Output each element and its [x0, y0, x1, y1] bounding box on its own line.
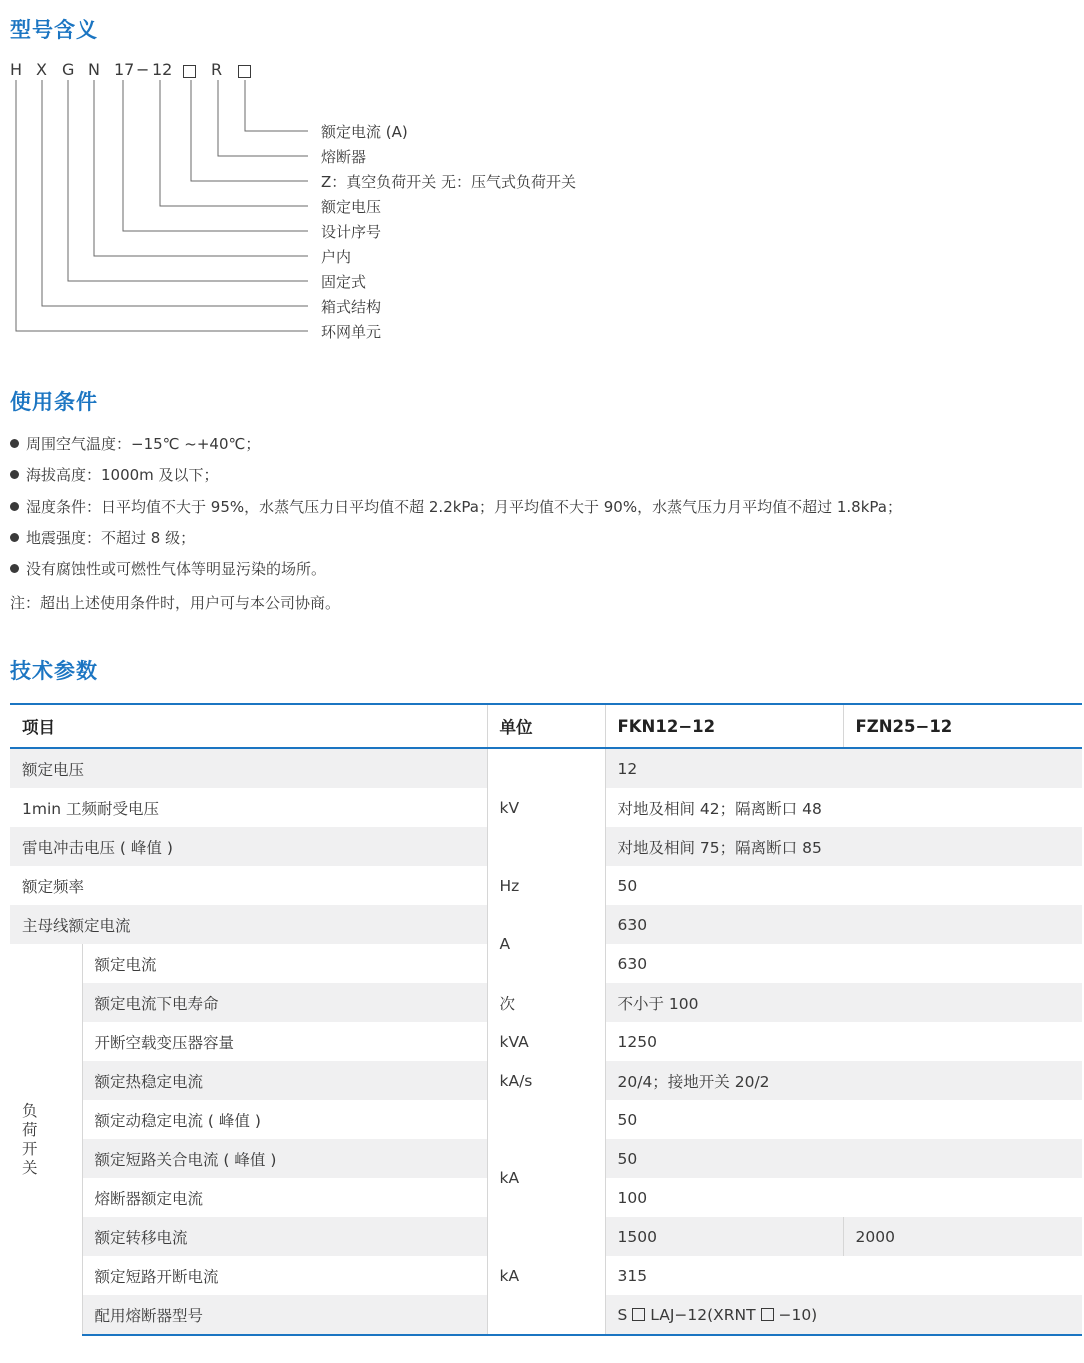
label-design-serial: 设计序号 [321, 223, 382, 241]
table-header-row [10, 704, 1082, 748]
table-row: 额定热稳定电流 kA/s 20/4；接地开关 20/2 [10, 1061, 1082, 1100]
code-g: G [62, 60, 75, 79]
note-text: 注：超出上述使用条件时，用户可与本公司协商。 [10, 594, 341, 612]
bullet-icon [10, 439, 19, 448]
condition-item: 海拔高度：1000m 及以下； [10, 464, 219, 485]
label-box-structure: 箱式结构 [321, 298, 382, 316]
table-row: 额定短路开断电流 kA 315 [10, 1256, 1082, 1295]
table-row: 雷电冲击电压 ( 峰值 ) 对地及相间 75；隔离断口 85 [10, 827, 1082, 866]
condition-item: 地震强度：不超过 8 级； [10, 527, 195, 548]
code-x: X [36, 60, 47, 79]
section-title-model: 型号含义 [10, 18, 98, 42]
header-fkn: FKN12−12 [605, 704, 843, 748]
condition-item: 没有腐蚀性或可燃性气体等明显污染的场所。 [10, 558, 326, 579]
bullet-icon [10, 564, 19, 573]
table-row: 额定短路关合电流 ( 峰值 ) 50 [10, 1139, 1082, 1178]
table-row: 熔断器额定电流 100 [10, 1178, 1082, 1217]
header-fzn: FZN25−12 [843, 704, 1082, 748]
code-h: H [10, 60, 23, 79]
label-ring-main-unit: 环网单元 [321, 323, 382, 341]
unit-ka: kA [487, 1100, 605, 1256]
table-row: 额定电压 kV 12 [10, 748, 1082, 788]
fuse-model-value: S LAJ−12(XRNT −10) [605, 1295, 1082, 1335]
label-rated-current: 额定电流 (A) [321, 123, 408, 141]
model-code-diagram [0, 55, 700, 355]
label-switch-type: Z：真空负荷开关 无：压气式负荷开关 [321, 173, 577, 191]
header-unit: 单位 [487, 704, 605, 748]
header-item: 项目 [10, 704, 487, 748]
condition-item: 湿度条件：日平均值不大于 95%，水蒸气压力日平均值不超 2.2kPa；月平均值不大于 90%，水蒸气压力月平均值不超过 1.8kPa； [10, 496, 902, 517]
unit-a: A [487, 905, 605, 983]
bullet-icon [10, 470, 19, 479]
table-row: 额定电流下电寿命 次 不小于 100 [10, 983, 1082, 1022]
table-row: 1min 工频耐受电压 对地及相间 42；隔离断口 48 [10, 788, 1082, 827]
label-rated-voltage: 额定电压 [321, 198, 382, 216]
table-row: 负荷开关 额定电流 630 [10, 944, 1082, 983]
table-row: 主母线额定电流 A 630 [10, 905, 1082, 944]
section-title-params: 技术参数 [10, 659, 98, 683]
code-r: R [211, 60, 223, 79]
section-title-conditions: 使用条件 [10, 390, 98, 414]
category-load-switch: 负荷开关 [10, 944, 82, 1335]
table-row: 配用熔断器型号 S LAJ−12(XRNT −10) [10, 1295, 1082, 1335]
code-17: 17 [114, 60, 135, 79]
table-row: 额定转移电流 1500 2000 [10, 1217, 1082, 1256]
bullet-icon [10, 533, 19, 542]
table-row: 额定动稳定电流 ( 峰值 ) kA 50 [10, 1100, 1082, 1139]
code-12: 12 [152, 60, 173, 79]
label-indoor: 户内 [321, 248, 352, 266]
code-dash: − [136, 60, 150, 79]
condition-item: 周围空气温度：−15℃ ~+40℃； [10, 433, 260, 454]
spec-table [10, 703, 1082, 1336]
table-row: 开断空载变压器容量 kVA 1250 [10, 1022, 1082, 1061]
label-fuse: 熔断器 [321, 148, 367, 166]
bullet-icon [10, 502, 19, 511]
unit-kv: kV [487, 748, 605, 866]
label-fixed: 固定式 [321, 273, 367, 291]
table-row: 额定频率 Hz 50 [10, 866, 1082, 905]
code-n: N [88, 60, 100, 79]
